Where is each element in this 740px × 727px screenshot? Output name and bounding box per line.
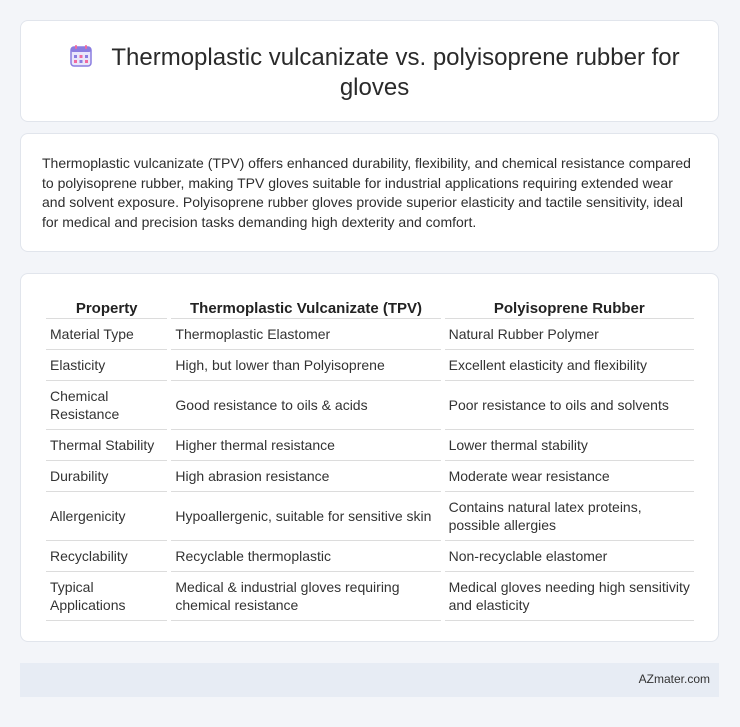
- comparison-card: [20, 273, 719, 642]
- row-polyisoprene-value: Non-recyclable elastomer: [445, 541, 694, 572]
- comparison-table: [42, 295, 698, 621]
- row-tpv-value: Hypoallergenic, suitable for sensitive skin: [171, 492, 440, 541]
- summary-text: Thermoplastic vulcanizate (TPV) offers enhanced durability, flexibility, and chemical resistance compared to polyisoprene rubber, making TPV gloves suitable for industrial applications requiring extended wear and solvent exposure. Polyisoprene rubber gloves provide superior elasticity and tactile sensitivity, ideal for medical and precision tasks demanding high dexterity and comfort.: [42, 155, 691, 230]
- row-property: Durability: [46, 461, 167, 492]
- page-title-text: Thermoplastic vulcanizate vs. polyisoprene rubber for gloves: [111, 44, 680, 101]
- table-row: [46, 381, 694, 430]
- row-tpv-value: Thermoplastic Elastomer: [171, 319, 440, 350]
- summary-card: [20, 133, 719, 252]
- table-row: [46, 461, 694, 492]
- row-property: Typical Applications: [46, 572, 167, 621]
- column-header-tpv: Thermoplastic Vulcanizate (TPV): [171, 295, 440, 319]
- row-polyisoprene-value: Natural Rubber Polymer: [445, 319, 694, 350]
- table-row: [46, 572, 694, 621]
- footer-bar: [20, 663, 719, 697]
- row-property: Elasticity: [46, 350, 167, 381]
- table-row: [46, 319, 694, 350]
- footer-brand: AZmater.com: [638, 672, 710, 686]
- row-polyisoprene-value: Medical gloves needing high sensitivity and elasticity: [445, 572, 694, 621]
- row-polyisoprene-value: Contains natural latex proteins, possible allergies: [445, 492, 694, 541]
- row-tpv-value: High abrasion resistance: [171, 461, 440, 492]
- calendar-icon: [69, 44, 93, 68]
- table-row: [46, 430, 694, 461]
- table-row: [46, 350, 694, 381]
- column-header-polyisoprene: Polyisoprene Rubber: [445, 295, 694, 319]
- table-row: [46, 541, 694, 572]
- row-tpv-value: Recyclable thermoplastic: [171, 541, 440, 572]
- title-block: [61, 43, 688, 103]
- row-polyisoprene-value: Poor resistance to oils and solvents: [445, 381, 694, 430]
- page-title: [69, 44, 679, 101]
- row-property: Recyclability: [46, 541, 167, 572]
- column-header-property: Property: [46, 295, 167, 319]
- row-polyisoprene-value: Moderate wear resistance: [445, 461, 694, 492]
- row-tpv-value: High, but lower than Polyisoprene: [171, 350, 440, 381]
- row-property: Allergenicity: [46, 492, 167, 541]
- row-tpv-value: Higher thermal resistance: [171, 430, 440, 461]
- title-card: [20, 20, 719, 122]
- row-polyisoprene-value: Excellent elasticity and flexibility: [445, 350, 694, 381]
- row-property: Thermal Stability: [46, 430, 167, 461]
- row-property: Chemical Resistance: [46, 381, 167, 430]
- table-row: [46, 492, 694, 541]
- row-tpv-value: Good resistance to oils & acids: [171, 381, 440, 430]
- table-header-row: [46, 295, 694, 319]
- row-tpv-value: Medical & industrial gloves requiring chemical resistance: [171, 572, 440, 621]
- row-polyisoprene-value: Lower thermal stability: [445, 430, 694, 461]
- row-property: Material Type: [46, 319, 167, 350]
